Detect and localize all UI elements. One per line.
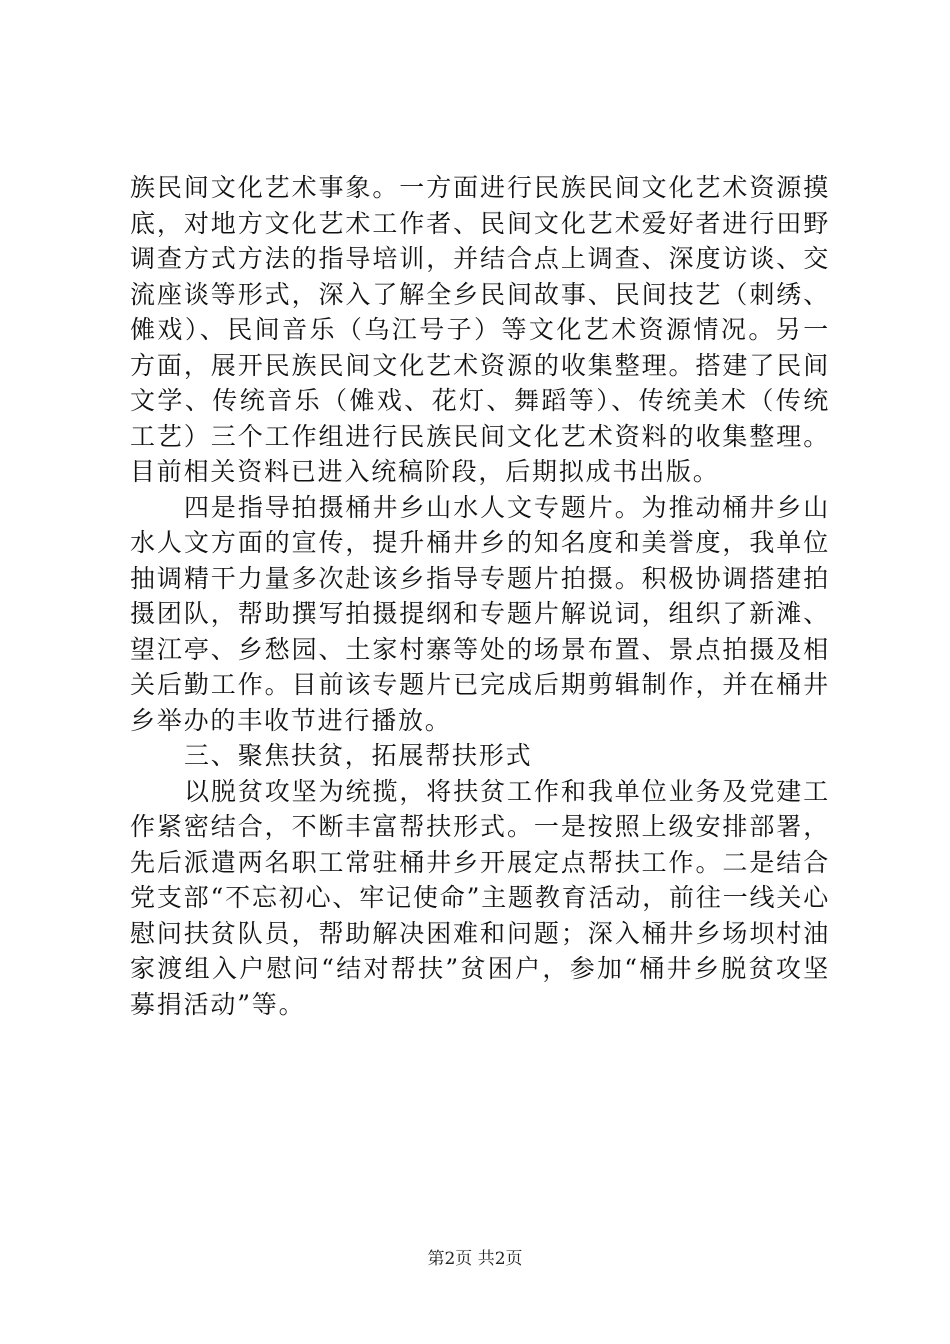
paragraph-poverty: 以脱贫攻坚为统揽，将扶贫工作和我单位业务及党建工作紧密结合，不断丰富帮扶形式。一是按照上级安排部署，先后派遣两名职工常驻桶井乡开展定点帮扶工作。二是结合党支部“不忘初心、牢记使命”主题教育活动，前往一线关心慰问扶贫队员，帮助解决困难和问题；深入桶井乡场坝村油家渡组入户慰问“结对帮扶”贫困户，参加“桶井乡脱贫攻坚募捐活动”等。 [130, 776, 830, 1019]
paragraph-documentary: 四是指导拍摄桶井乡山水人文专题片。为推动桶井乡山水人文方面的宣传，提升桶井乡的知名度和美誉度，我单位抽调精干力量多次赴该乡指导专题片拍摄。积极协调搭建拍摄团队，帮助撰写拍摄提纲和专题片解说词，组织了新滩、望江亭、乡愁园、土家村寨等处的场景布置、景点拍摄及相关后勤工作。目前该专题片已完成后期剪辑制作，并在桶井乡举办的丰收节进行播放。 [130, 492, 830, 735]
document-body [130, 170, 830, 1022]
section-heading-poverty: 三、聚焦扶贫，拓展帮扶形式 [184, 741, 533, 770]
paragraph-continuation: 族民间文化艺术事象。一方面进行民族民间文化艺术资源摸底，对地方文化艺术工作者、民间文化艺术爱好者进行田野调查方式方法的指导培训，并结合点上调查、深度访谈、交流座谈等形式，深入了解全乡民间故事、民间技艺（刺绣、傩戏）、民间音乐（乌江号子）等文化艺术资源情况。另一方面，展开民族民间文化艺术资源的收集整理。搭建了民间文学、传统音乐（傩戏、花灯、舞蹈等）、传统美术（传统工艺）三个工作组进行民族民间文化艺术资料的收集整理。目前相关资料已进入统稿阶段，后期拟成书出版。 [130, 173, 830, 486]
page-number-footer: 第2页 共2页 [427, 1249, 523, 1269]
